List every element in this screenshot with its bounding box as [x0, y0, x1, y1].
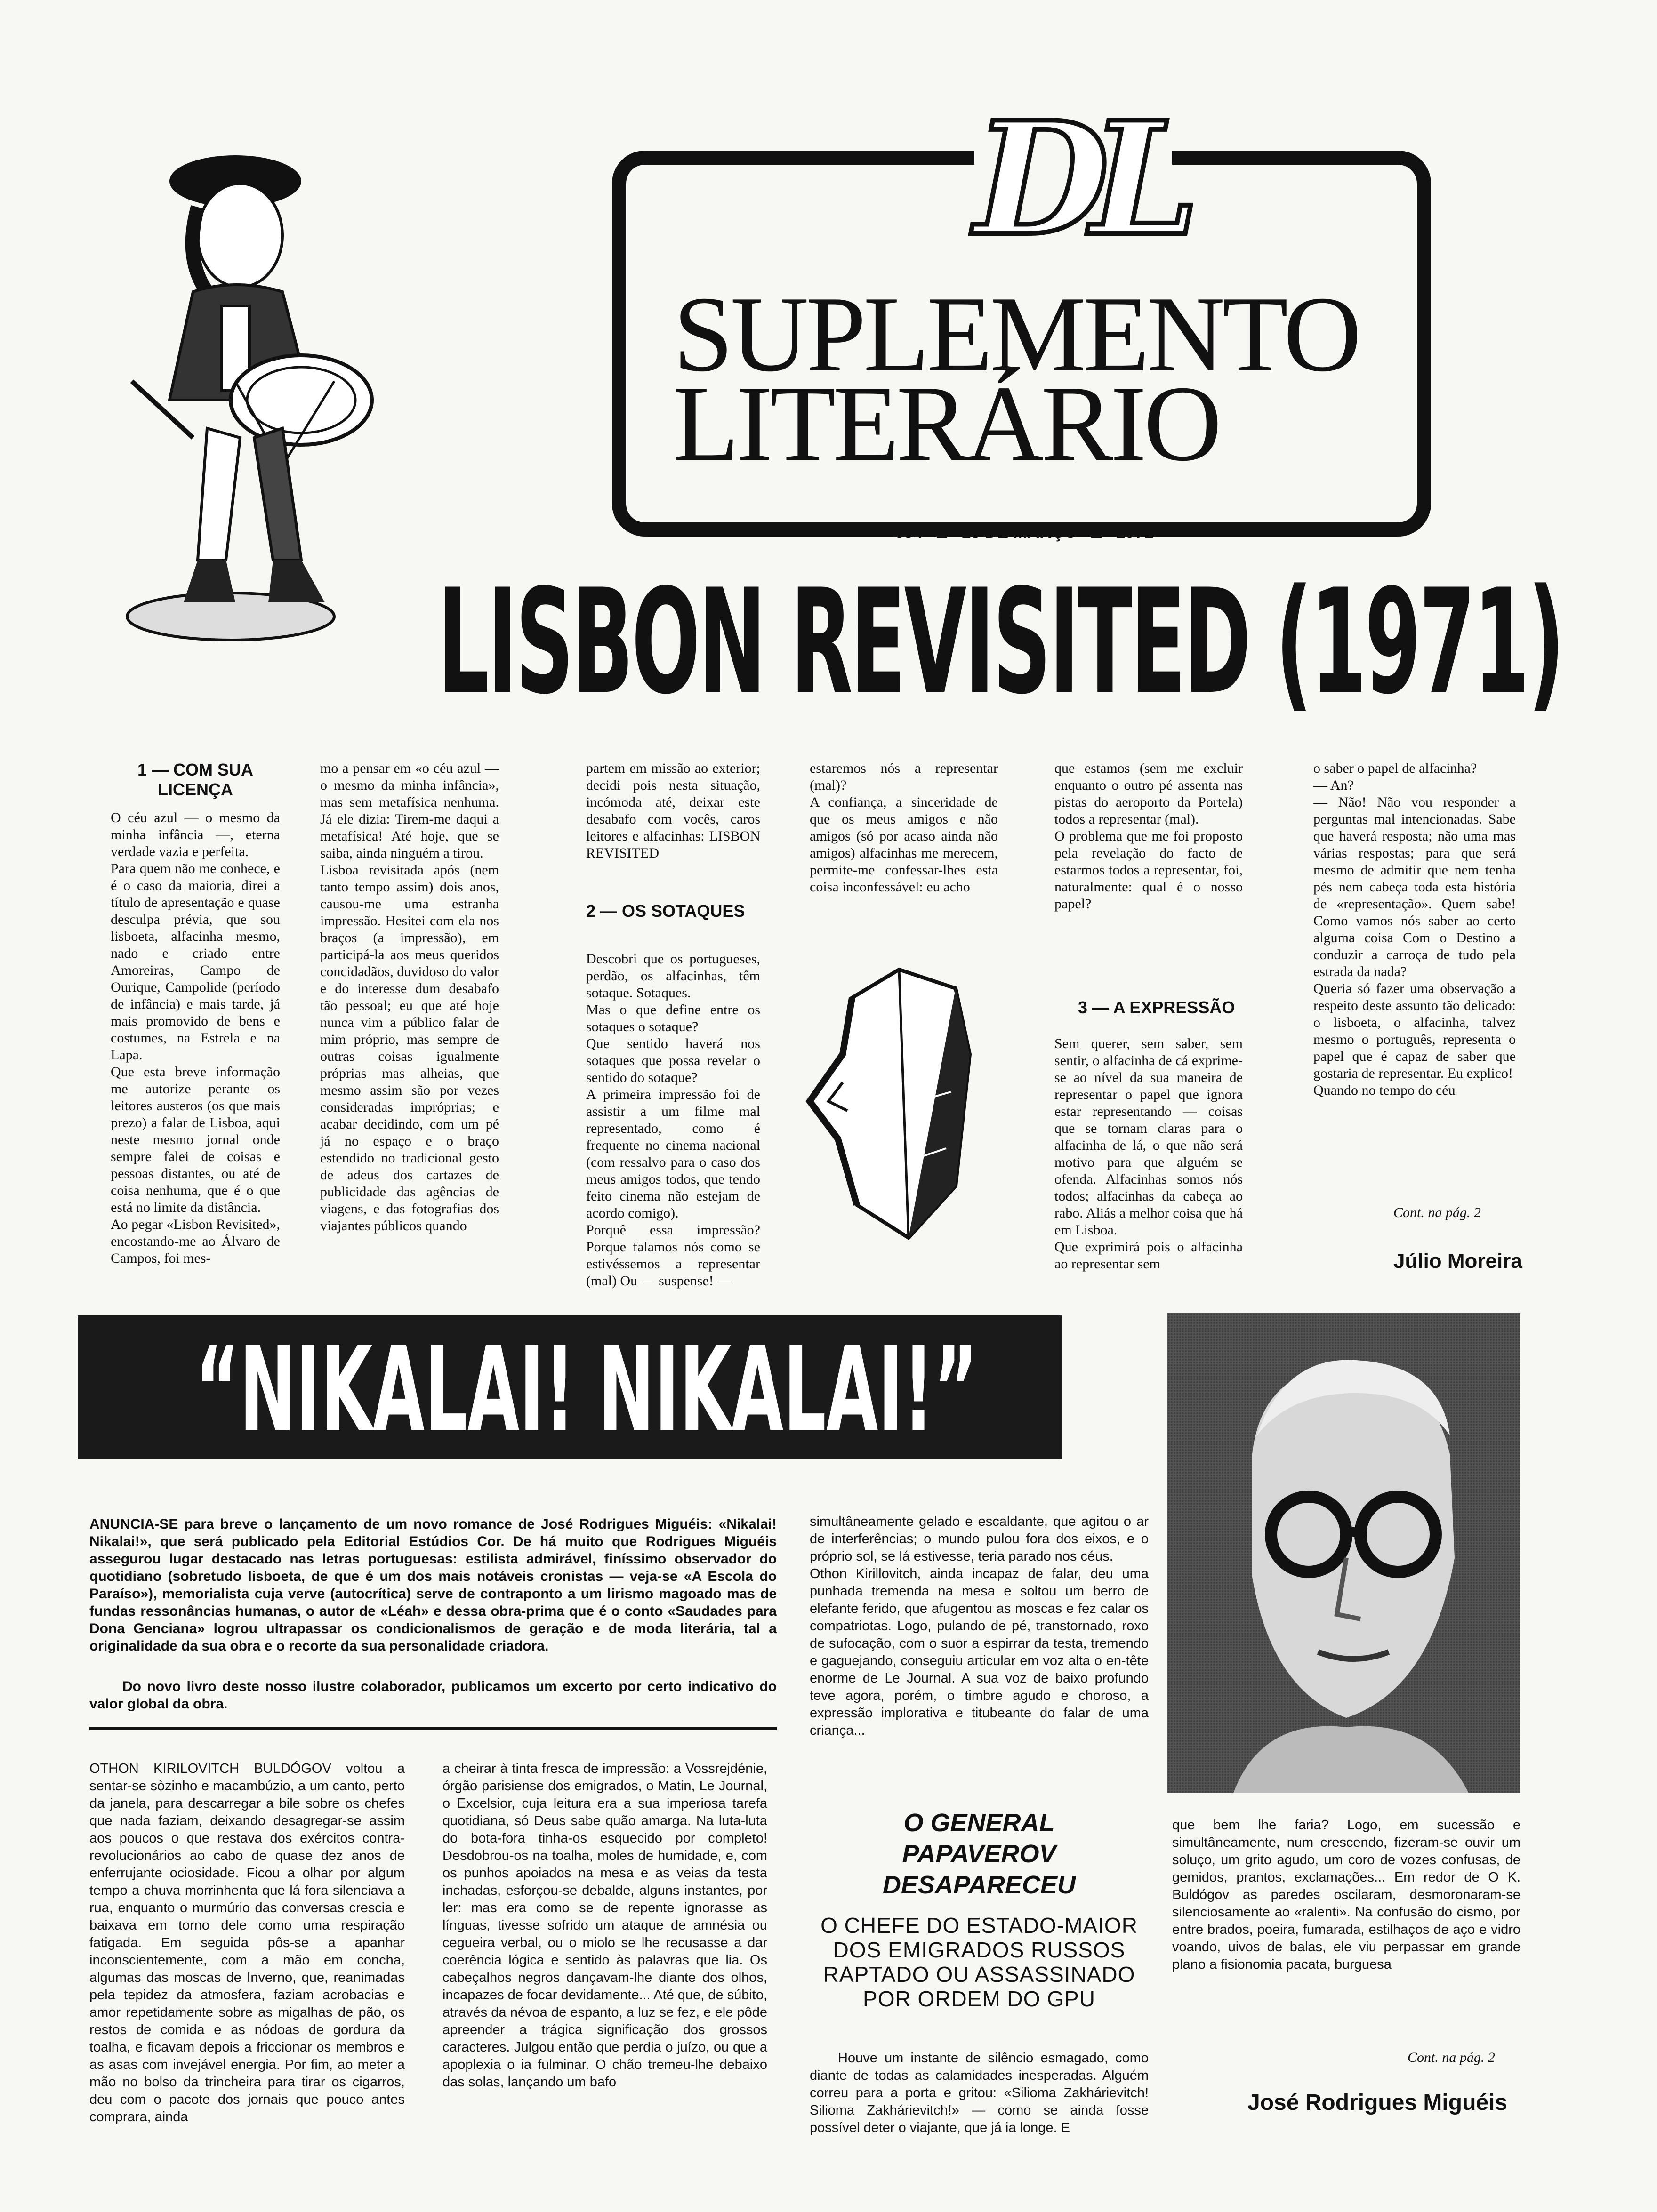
article2-col-c2: Houve um instante de silêncio esmagado, como diante de todas as calamidades inesperadas. Alguém correu para a porta e gritou: «Silioma Zakhárievitch! Silioma Zakhárievitch!» — como se ainda fosse possível deter o viajante, que já ia longe. E [810, 2051, 1153, 2135]
mask-illustration [800, 960, 998, 1247]
article1-col3a: partem em missão ao exterior; decidi pois nesta situação, incómoda até, deixar este desabafo com vocês, caros leitores e alfacinhas: LISBON REVISITED [586, 761, 764, 861]
article1-col3b: Descobri que os portugueses, perdão, os alfacinhas, têm sotaque. Sotaques. Mas o que define entre os sotaques o sotaque? Que sentido haverá nos sotaques que possa revelar o sentido do sotaque? A primeira impressão foi de assistir a um filme mal representado, como é frequente no cinema nacional (com ressalvo para o caso dos meus amigos todos, que tendo feito cinema não estejam de acordo comigo). Porquê essa impressão? Porque falamos nós como se estivéssemos a representar (mal) Ou — suspense! — [586, 951, 760, 1289]
section-2-title: 2 — OS SOTAQUES [586, 901, 745, 921]
masthead-title-1: SUPLEMENTO [673, 274, 1359, 394]
article2-intro: ANUNCIA-SE para breve o lançamento de um novo romance de José Rodrigues Miguéis: «Nikalai! Nikalai!», que será publicado pela Editorial Estúdios Cor. De há muito que Rodrigues Miguéis assegurou lugar destacado nas letras portuguesas: estilista admirável, finíssimo observador do quotidiano (sobretudo lisboeta, de que é um dos mais notáveis cronistas — veja-se «A Escola do Paraíso»), memorialista cuja verve (autocrítica) serve de contraponto a um lirismo magoado mas de fundas ressonâncias humanas, o autor de «Léah» e dessa obra-prima que é o conto «Saudades para Dona Genciana» logrou ultrapassar os condicionalismos de geração e de moda literária, tal a originalidade da sua obra e o recorte da sua personalidade criadora. [89, 1516, 777, 1654]
article2-cont: Cont. na pág. 2 [1408, 2050, 1495, 2065]
masthead-logo [974, 85, 1181, 273]
article2-col-d: que bem lhe faria? Logo, em sucessão e simultâneamente, num crescendo, fizeram-se ouvir um soluço, um grito agudo, um coro de vozes confusas, de gemidos, prantos, exclamações... Em redor de O K. Buldógov as paredes oscilaram, desmoronaram-se silenciosamente ao «ralenti». Na confusão do cismo, por entre brados, poeira, fumarada, estilhaços de aço e vidro voando, uivos de balas, ele viu perpassar em grande plano a fisionomia pacata, burguesa [1172, 1818, 1525, 1972]
headline-nikalai: “NIKALAI! NIKALAI!” [195, 1322, 978, 1458]
masthead-title-2: LITERÁRIO [673, 363, 1219, 483]
intro-rule [89, 1727, 777, 1730]
section-1-title: 1 — COM SUA LICENÇA [137, 760, 254, 799]
issue-year: 1971 [1116, 522, 1154, 542]
headline-lisbon: LISBON REVISITED (1971) [438, 559, 1563, 727]
article2-col-c: simultâneamente gelado e escaldante, que agitou o ar de interferências; o mundo pulou fora dos eixos, e o próprio sol, se lá estivesse, teria parado nos céus. Othon Kirillovitch, ainda incapaz de falar, deu uma punhada tremenda na mesa e soltou um berro de elefante ferido, que afugentou as moscas e fez calar os compatriotas. Logo, pulando de pé, transtornado, roxo de sufocação, com o suor a espirrar da testa, tremendo e gaguejando, conseguiu articular em voz alta o en-tête enorme de Le Journal. A sua voz de baixo profundo teve agora, porém, o timbre agudo e choroso, a expressão implorativa e titubeante do falar de uma criança... [810, 1514, 1149, 1738]
article1-cont: Cont. na pág. 2 [1393, 1205, 1481, 1220]
article1-col5b: Sem querer, sem saber, sem sentir, o alfacinha de cá exprime-se ao nível da sua maneira de representar o papel que ignora estar representando — coisas que se tornam claras para o alfacinha de lá, o que não será motivo para que alguém se ofenda. Alfacinhas somos nós todos; alfacinhas da cabeça ao rabo. Aliás a melhor coisa que há em Lisboa. Que exprimirá pois o alfacinha ao representar sem [1054, 1036, 1243, 1272]
article2-col-a: OTHON KIRILOVITCH BULDÓGOV voltou a sentar-se sòzinho e macambúzio, a um canto, perto da janela, para descarregar a bile sobre os chefes que nada faziam, deixando desagregar-se assim aos poucos o que restava dos exércitos contra-revolucionários ao cabo de quase dez anos de enferrujante ociosidade. Ficou a olhar por algum tempo a chuva morrinhenta que lá fora silenciava a rua, enquanto o murmúrio das conversas crescia e baixava em torno dele como uma respiração fatigada. Em seguida pôs-se a apanhar inconscientemente, com a mão em concha, algumas das moscas de Inverno, que, reanimadas pela tepidez da atmosfera, faziam acrobacias e amor repetidamente sobre as migalhas de pão, os restos de comida e as nódoas de gordura da toalha, e ficavam depois a friccionar os membros e as asas com invejável energia. Por fim, ao meter a mão no bolso da trincheira para tirar os cigarros, deu com o pacote dos jornais que pouco antes comprara, ainda [89, 1761, 409, 2124]
section-3-title: 3 — A EXPRESSÃO [1078, 998, 1235, 1017]
article1-col4a: estaremos nós a representar (mal)? A confiança, a sinceridade de que os meus amigos e não amigos (só por acaso ainda não amigos) alfacinhas me merecem, permite-me confessar-lhes esta coisa inconfessável: eu acho [810, 761, 998, 895]
issue-date: 18 DE MARÇO [961, 522, 1078, 542]
drummer-illustration [113, 136, 377, 659]
article1-author: Júlio Moreira [1393, 1250, 1522, 1273]
issue-number: 654 [894, 522, 923, 542]
nikalai-banner [78, 1315, 1062, 1459]
sub-headline: O GENERAL PAPAVEROV DESAPARECEU [882, 1809, 1076, 1899]
article2-author: José Rodrigues Miguéis [1247, 2090, 1508, 2115]
author-photo [1167, 1313, 1520, 1793]
article2-col-b: a cheirar à tinta fresca de impressão: a Vossrejdénie, órgão parisiense dos emigrados, o Matin, Le Journal, o Excelsior, cuja leitura era a sua imperiosa tarefa quotidiana, só Deus sabe quão amarga. Na luta-luta do bota-fora tinha-os esquecido por completo! Desdobrou-os na toalha, moles de humidade, e, com os punhos apoiados na mesa e as veias da testa inchadas, esforçou-se debalde, alguns instantes, por ler: mas era como se de repente ignorasse as línguas, tivesse sofrido um ataque de amnésia ou cegueira verbal, ou o miolo se lhe recusasse a dar coerência lógica e sentido às palavras que lia. Os cabeçalhos negros dançavam-lhe diante dos olhos, incapazes de focar devidamente... Até que, de súbito, através da névoa de espanto, a luz se fez, e ele pôde apreender a trágica significação dos grossos caracteres. Julgou então que perdia o juízo, ou que a apoplexia o ia fulminar. O chão tremeu-lhe debaixo das solas, lançando um bafo [442, 1761, 772, 2090]
logo-text: DL [974, 88, 1181, 270]
article1-col5a: que estamos (sem me excluir enquanto o outro pé assenta nas pistas do aeroporto da Portela) todos a representar (mal). O problema que me foi proposto pela revelação do facto de estarmos todos a representar, foi, naturalmente: qual é o nosso papel? [1054, 761, 1243, 912]
article1-col2: mo a pensar em «o céu azul — o mesmo da minha infância», mas sem metafísica nenhuma. Já ele dizia: Tirem-me daqui a metafísica! Até hoje, que se saiba, ainda ninguém a tirou. Lisboa revisitada após (nem tanto tempo assim) dois anos, causou-me uma estranha impressão. Hesitei com ela nos braços (a impressão), em participá-la aos meus queridos concidadãos, duvidoso do valor e do interesse dum desabafo tão pessoal; eu que até hoje nunca vim a público falar de mim próprio, mas sempre de outras coisas igualmente próprias mas alheias, que mesmo assim são por vezes consideradas impróprias; e acabar decidindo, com um pé já no espaço e o braço estendido no tradicional gesto de adeus dos cartazes de publicidade das agências de viagens, e das fotografias dos viajantes públicos quando [320, 761, 499, 1234]
issue-line [894, 522, 1153, 542]
article1-col6: o saber o papel de alfacinha? — An? — Não! Não vou responder a perguntas mal intencionadas. Sabe que haverá resposta; não uma mas várias respostas; para que será mesmo de admitir que nem tenha pés nem cabeça toda esta história de «representação». Quem sabe! Como vamos nós saber ao certo alguma coisa Com o Destino a conduzir a carroça de tudo pela estrada da nada? Queria só fazer uma observação a respeito deste assunto tão delicado: o lisboeta, o alfacinha, talvez mesmo o português, representa o papel que é capaz de saber que gostaria de representar. Eu explico! Quando no tempo do céu [1313, 761, 1516, 1098]
article2-intro2: Do novo livro deste nosso ilustre colaborador, publicamos um excerto por certo indicativo do valor global da obra. [89, 1679, 777, 1712]
sub-deck: O CHEFE DO ESTADO-MAIOR DOS EMIGRADOS RUSSOS RAPTADO OU ASSASSINADO POR ORDEM DO GPU [820, 1913, 1138, 2011]
article1-col1: O céu azul — o mesmo da minha infância —, eterna verdade vazia e perfeita. Para quem não me conhece, e é o caso da maioria, direi a título de apresentação e quase desculpa prévia, que sou lisboeta, alfacinha mesmo, nado e criado entre Amoreiras, Campo de Ourique, Campolide (período de infância) e mais tarde, já mais promovido de bens e costumes, na Estrela e na Lapa. Que esta breve informação me autorize perante os leitores austeros (os que mais prezo) a falar de Lisboa, aqui neste mesmo jornal onde sempre falei de coisas e pessoas distantes, ou até de coisa nenhuma, que é o que está no limite da distância. Ao pegar «Lisbon Revisited», encostando-me ao Álvaro de Campos, foi mes- [111, 810, 280, 1266]
